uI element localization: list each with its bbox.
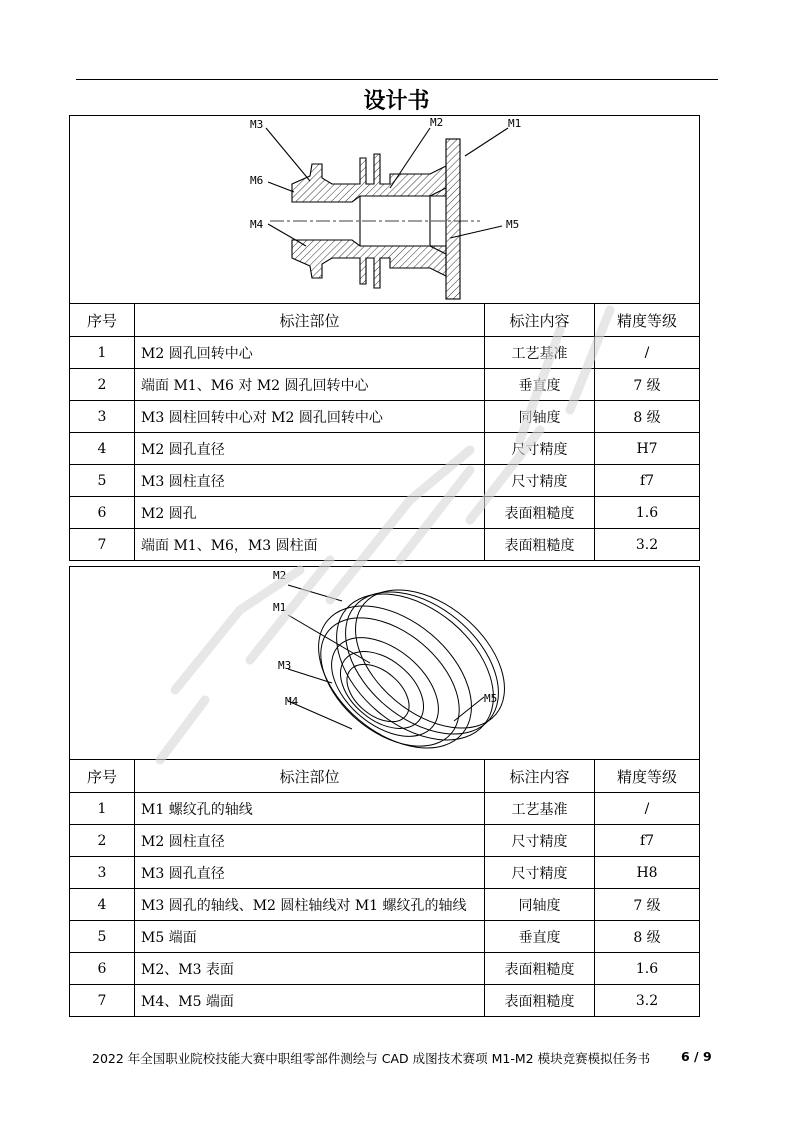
table-header xyxy=(70,760,700,793)
cell-no: 7 xyxy=(70,985,135,1017)
iso-label-m4: M4 xyxy=(285,695,299,708)
cell-part: M2、M3 表面 xyxy=(135,953,485,985)
table-row xyxy=(70,369,700,401)
cell-content: 同轴度 xyxy=(485,401,595,433)
cell-content: 表面粗糙度 xyxy=(485,985,595,1017)
cell-content: 垂直度 xyxy=(485,921,595,953)
cell-no: 6 xyxy=(70,953,135,985)
cell-part: M3 圆柱回转中心对 M2 圆孔回转中心 xyxy=(135,401,485,433)
label-m2: M2 xyxy=(430,116,444,129)
cell-no: 1 xyxy=(70,337,135,369)
cell-part: M2 圆孔直径 xyxy=(135,433,485,465)
cell-level: 3.2 xyxy=(595,529,700,561)
cell-no: 7 xyxy=(70,529,135,561)
cell-level: f7 xyxy=(595,825,700,857)
isometric-drawing xyxy=(70,567,699,760)
table-row xyxy=(70,985,700,1017)
iso-label-m1: M1 xyxy=(273,601,287,614)
page-number: 6 / 9 xyxy=(681,1049,712,1064)
iso-label-m5: M5 xyxy=(484,692,498,705)
cell-part: M4、M5 端面 xyxy=(135,985,485,1017)
cell-level: / xyxy=(595,337,700,369)
page-title: 设计书 xyxy=(363,89,430,114)
cell-part: 端面 M1、M6 对 M2 圆孔回转中心 xyxy=(135,369,485,401)
table-row xyxy=(70,889,700,921)
cell-level: f7 xyxy=(595,465,700,497)
header-no: 序号 xyxy=(70,760,135,793)
cell-no: 1 xyxy=(70,793,135,825)
header-level: 精度等级 xyxy=(595,760,700,793)
cell-content: 工艺基准 xyxy=(485,337,595,369)
cell-part: M2 圆孔 xyxy=(135,497,485,529)
cell-part: M2 圆柱直径 xyxy=(135,825,485,857)
cell-content: 尺寸精度 xyxy=(485,825,595,857)
cell-content: 尺寸精度 xyxy=(485,857,595,889)
footer-text: 2022 年全国职业院校技能大赛中职组零部件测绘与 CAD 成图技术赛项 M1-M2 模块竞赛模拟任务书 xyxy=(92,1051,651,1066)
cell-no: 4 xyxy=(70,889,135,921)
cell-level: H7 xyxy=(595,433,700,465)
table-row xyxy=(70,857,700,889)
cell-no: 6 xyxy=(70,497,135,529)
cell-content: 表面粗糙度 xyxy=(485,529,595,561)
spec-table-1 xyxy=(69,303,700,561)
cell-part: 端面 M1、M6，M3 圆柱面 xyxy=(135,529,485,561)
table-row xyxy=(70,465,700,497)
cell-part: M1 螺纹孔的轴线 xyxy=(135,793,485,825)
cell-level: 1.6 xyxy=(595,497,700,529)
table-row xyxy=(70,793,700,825)
header-no: 序号 xyxy=(70,304,135,337)
header-part: 标注部位 xyxy=(135,304,485,337)
drawing-1-panel xyxy=(69,115,700,303)
table-row xyxy=(70,529,700,561)
cell-part: M3 圆孔的轴线、M2 圆柱轴线对 M1 螺纹孔的轴线 xyxy=(135,889,485,921)
cell-no: 5 xyxy=(70,465,135,497)
label-m5: M5 xyxy=(506,218,520,231)
cell-content: 表面粗糙度 xyxy=(485,953,595,985)
cell-level: 3.2 xyxy=(595,985,700,1017)
header-part: 标注部位 xyxy=(135,760,485,793)
header-content: 标注内容 xyxy=(485,304,595,337)
cell-no: 2 xyxy=(70,825,135,857)
cell-level: H8 xyxy=(595,857,700,889)
cell-level: 8 级 xyxy=(595,401,700,433)
cell-level: 1.6 xyxy=(595,953,700,985)
label-m3: M3 xyxy=(250,118,264,131)
cell-level: 8 级 xyxy=(595,921,700,953)
table-row xyxy=(70,401,700,433)
table-row xyxy=(70,337,700,369)
table-row xyxy=(70,497,700,529)
label-m6: M6 xyxy=(250,174,264,187)
iso-label-m2: M2 xyxy=(273,569,287,582)
cell-content: 尺寸精度 xyxy=(485,433,595,465)
section-drawing xyxy=(70,116,699,304)
cell-level: 7 级 xyxy=(595,369,700,401)
cell-content: 工艺基准 xyxy=(485,793,595,825)
cell-no: 3 xyxy=(70,401,135,433)
cell-no: 2 xyxy=(70,369,135,401)
cell-part: M3 圆柱直径 xyxy=(135,465,485,497)
table-row xyxy=(70,825,700,857)
cell-level: / xyxy=(595,793,700,825)
header-content: 标注内容 xyxy=(485,760,595,793)
cell-content: 尺寸精度 xyxy=(485,465,595,497)
spec-table-2 xyxy=(69,759,700,1017)
drawing-2-panel xyxy=(69,566,700,759)
cell-part: M5 端面 xyxy=(135,921,485,953)
cell-no: 4 xyxy=(70,433,135,465)
label-m4: M4 xyxy=(250,218,264,231)
table-row xyxy=(70,953,700,985)
cell-content: 表面粗糙度 xyxy=(485,497,595,529)
cell-content: 垂直度 xyxy=(485,369,595,401)
cell-level: 7 级 xyxy=(595,889,700,921)
cell-no: 3 xyxy=(70,857,135,889)
cell-part: M3 圆孔直径 xyxy=(135,857,485,889)
header-rule xyxy=(76,79,718,80)
cell-part: M2 圆孔回转中心 xyxy=(135,337,485,369)
table-header xyxy=(70,304,700,337)
table-row xyxy=(70,921,700,953)
iso-label-m3: M3 xyxy=(278,659,292,672)
table-row xyxy=(70,433,700,465)
cell-no: 5 xyxy=(70,921,135,953)
cell-content: 同轴度 xyxy=(485,889,595,921)
label-m1: M1 xyxy=(508,117,522,130)
header-level: 精度等级 xyxy=(595,304,700,337)
